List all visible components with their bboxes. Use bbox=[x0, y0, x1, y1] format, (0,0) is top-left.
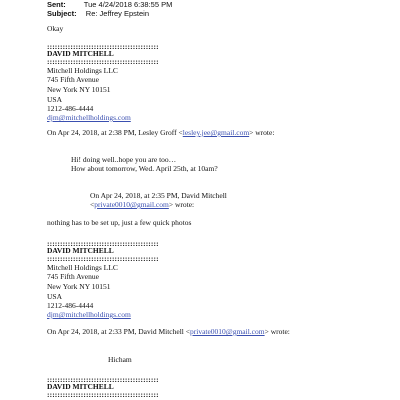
quote1-header bbox=[47, 128, 274, 137]
signature-email[interactable] bbox=[47, 310, 131, 319]
signature-rule: ::::::::::::::::::::::::::::::::::::::::::: bbox=[47, 375, 159, 384]
signature-name: DAVID MITCHELL bbox=[47, 382, 114, 391]
quote3-prefix: On Apr 24, 2018, at 2:33 PM, David Mitchell < bbox=[47, 327, 190, 336]
message2-text: nothing has to be set up, just a few quick photos bbox=[47, 218, 192, 227]
subject-label: Subject: bbox=[47, 9, 77, 18]
quote2-email-prefix: < bbox=[90, 200, 95, 209]
signature-name: DAVID MITCHELL bbox=[47, 246, 114, 255]
signature-email-link[interactable]: djm@mitchellholdings.com bbox=[47, 310, 131, 319]
signature-email[interactable] bbox=[47, 113, 131, 122]
quote3-suffix: > wrote: bbox=[264, 327, 290, 336]
signature-country: USA bbox=[47, 95, 63, 104]
subject-value: Re: Jeffrey Epstein bbox=[85, 9, 150, 18]
signature-phone: 1212-486-4444 bbox=[47, 301, 94, 310]
signature-email-link[interactable]: djm@mitchellholdings.com bbox=[47, 113, 131, 122]
signature-rule: ::::::::::::::::::::::::::::::::::::::::::: bbox=[47, 57, 159, 66]
quote3-email-link[interactable]: private0010@gmail.com bbox=[189, 327, 265, 336]
quote3-header bbox=[47, 327, 290, 336]
sent-row bbox=[47, 0, 172, 9]
sent-value: Tue 4/24/2018 6:38:55 PM bbox=[83, 0, 173, 9]
quote1-suffix: > wrote: bbox=[249, 128, 275, 137]
sent-label: Sent: bbox=[47, 0, 66, 9]
signature-address2: New York NY 10151 bbox=[47, 85, 111, 94]
signature-address1: 745 Fifth Avenue bbox=[47, 75, 99, 84]
quote1-email-link[interactable]: lesley.jee@gmail.com bbox=[182, 128, 250, 137]
message3-text: Hicham bbox=[108, 355, 132, 364]
signature-address1: 745 Fifth Avenue bbox=[47, 272, 99, 281]
signature-rule: ::::::::::::::::::::::::::::::::::::::::::: bbox=[47, 239, 159, 248]
quote2-email-link[interactable]: private0010@gmail.com bbox=[94, 200, 169, 209]
signature-rule: ::::::::::::::::::::::::::::::::::::::::::: bbox=[47, 390, 159, 399]
quote2-line2 bbox=[90, 200, 194, 209]
quote1-prefix: On Apr 24, 2018, at 2:38 PM, Lesley Groff < bbox=[47, 128, 183, 137]
quote2-line1: On Apr 24, 2018, at 2:35 PM, David Mitchell bbox=[90, 191, 227, 200]
reply-text: Okay bbox=[47, 24, 64, 33]
signature-rule: ::::::::::::::::::::::::::::::::::::::::::: bbox=[47, 254, 159, 263]
signature-name: DAVID MITCHELL bbox=[47, 49, 114, 58]
signature-address2: New York NY 10151 bbox=[47, 282, 111, 291]
quote2-suffix: > wrote: bbox=[168, 200, 195, 209]
signature-phone: 1212-486-4444 bbox=[47, 104, 94, 113]
quote1-line2: How about tomorrow, Wed. April 25th, at 10am? bbox=[71, 164, 218, 173]
signature-rule: ::::::::::::::::::::::::::::::::::::::::::: bbox=[47, 42, 159, 51]
signature-company: Mitchell Holdings LLC bbox=[47, 66, 118, 75]
quote1-line1: Hi! doing well..hope you are too… bbox=[71, 155, 177, 164]
signature-country: USA bbox=[47, 292, 63, 301]
subject-row bbox=[47, 9, 149, 18]
signature-company: Mitchell Holdings LLC bbox=[47, 263, 118, 272]
